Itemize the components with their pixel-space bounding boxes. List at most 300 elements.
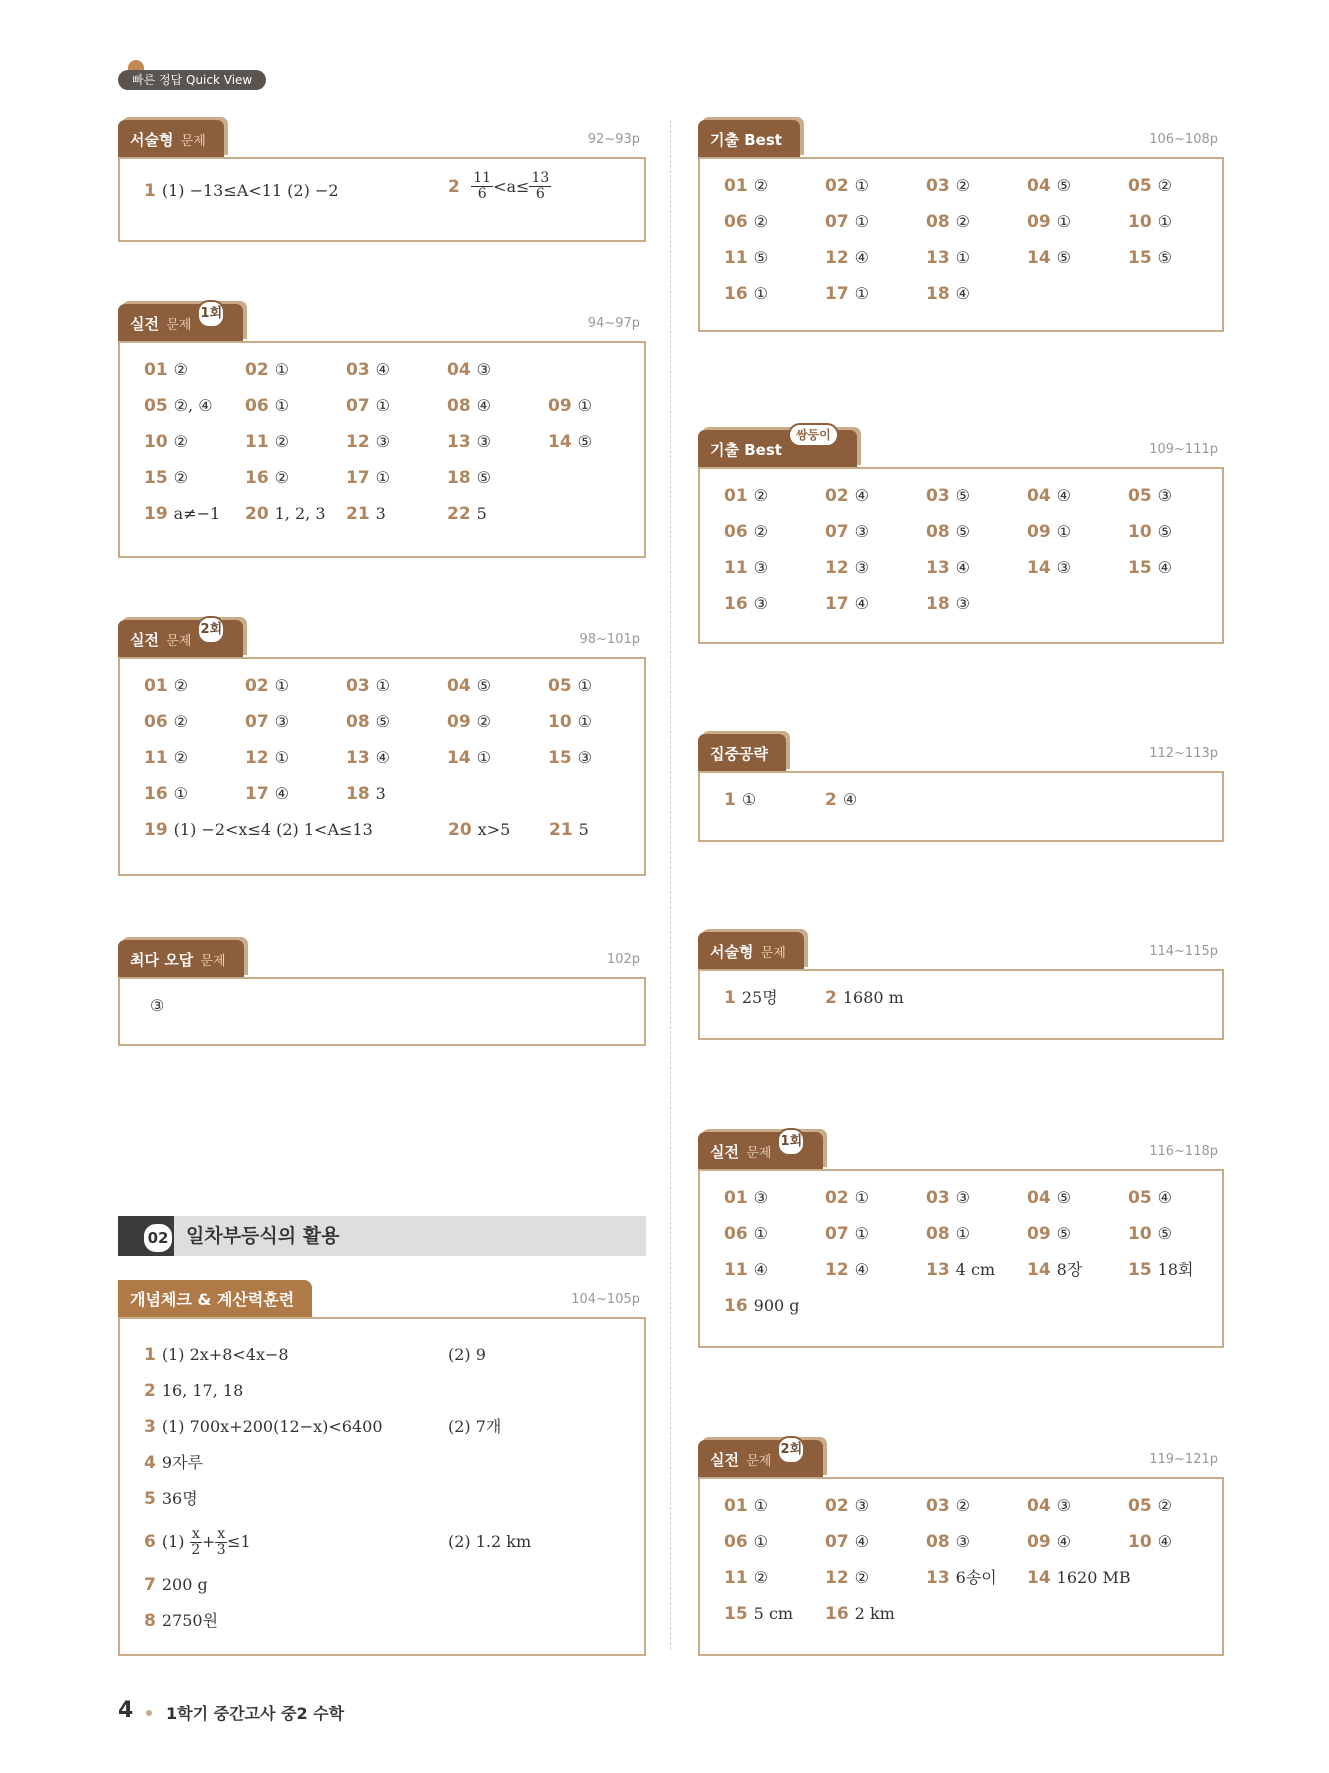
answer-value: ⑤: [955, 486, 971, 505]
fraction: $\frac{x}{3}$: [216, 1525, 226, 1558]
question-number: 15: [724, 1604, 748, 1624]
answer-box: [698, 1477, 1224, 1656]
answer-value: ①: [375, 468, 391, 487]
answer-value: ①: [577, 676, 593, 695]
question-number: 08: [346, 712, 370, 732]
question-number: 03: [926, 1188, 950, 1208]
answer-value: ⑤: [1056, 176, 1072, 195]
answer-item: [1027, 1493, 1128, 1519]
answer-item: [724, 985, 825, 1011]
answer-value: ④: [1157, 1532, 1173, 1551]
answer-value: ④: [1157, 1188, 1173, 1207]
question-number: 13: [926, 558, 950, 578]
answer-item: [724, 1529, 825, 1555]
answer-value: 8장: [1056, 1260, 1083, 1279]
question-number: 13: [926, 1260, 950, 1280]
question-number: 15: [1128, 1260, 1152, 1280]
answer-value: ①: [955, 1224, 971, 1243]
answer-value: ④: [854, 594, 870, 613]
answer-item: [1027, 245, 1128, 271]
question-number: 05: [548, 676, 572, 696]
answer-value: ④: [375, 748, 391, 767]
answer-item: [926, 555, 1027, 581]
answer-item: [825, 555, 926, 581]
question-number: 09: [447, 712, 471, 732]
answer-value: 1680 m: [842, 988, 904, 1007]
question-number: 09: [1027, 522, 1051, 542]
page-range: 106~108p: [1149, 132, 1218, 147]
answer-value: ①: [753, 284, 769, 303]
answer-item: [1128, 555, 1229, 581]
question-number: 10: [1128, 1532, 1152, 1552]
question-number: 05: [144, 396, 168, 416]
answer-value: ②: [173, 468, 189, 487]
answer-value: ②: [955, 212, 971, 231]
answer-item: [1027, 209, 1128, 235]
answer-value: 3: [375, 784, 386, 803]
answer-row: 1 (1) −13≤A<11 (2) −2: [144, 181, 339, 201]
answer-row: 8 2750원: [144, 1611, 219, 1631]
answer-value: ⑤: [1056, 248, 1072, 267]
answer-item: [548, 501, 649, 527]
answer-item: [724, 1565, 825, 1591]
question-number: 02: [825, 1188, 849, 1208]
answer-value: 25명: [741, 988, 778, 1007]
question-number: 09: [548, 396, 572, 416]
question-number: 02: [825, 1496, 849, 1516]
question-number: 10: [144, 432, 168, 452]
question-number: 2: [825, 988, 837, 1008]
section-tab: 최다 오답 문제: [118, 940, 244, 978]
answer-item: [245, 745, 346, 771]
answer-item: [926, 591, 1027, 617]
answer-value: ②: [955, 176, 971, 195]
answer-value: ①: [476, 748, 492, 767]
question-number: 10: [1128, 522, 1152, 542]
answer-value: ⑤: [1157, 248, 1173, 267]
answer-item: [1027, 1529, 1128, 1555]
answer-item: [144, 465, 245, 491]
answer-value: ④: [274, 784, 290, 803]
answer-value: 5 cm: [753, 1604, 794, 1623]
answer-value: 1620 MB: [1056, 1568, 1131, 1587]
answer-item: [724, 1257, 825, 1283]
answer-value: ①: [753, 1532, 769, 1551]
question-number: 02: [245, 360, 269, 380]
question-number: 12: [825, 558, 849, 578]
answer-item: [1027, 1185, 1128, 1211]
answer-item: [245, 465, 346, 491]
answer-item: [926, 209, 1027, 235]
answer-value: ①: [1056, 212, 1072, 231]
question-number: 18: [346, 784, 370, 804]
question-number: 07: [346, 396, 370, 416]
answer-value: ①: [274, 676, 290, 695]
question-number: 10: [548, 712, 572, 732]
answer-item: [144, 501, 245, 527]
answer-value: 18회: [1157, 1260, 1194, 1279]
answer-value: ⑤: [1157, 522, 1173, 541]
question-number: 01: [724, 176, 748, 196]
answer-item: [1128, 483, 1229, 509]
answer-item: [1128, 1257, 1229, 1283]
answer-item: [825, 173, 926, 199]
answer-item: [926, 245, 1027, 271]
section-concept: [118, 1280, 646, 1656]
answer-item: [144, 429, 245, 455]
answer-item: [144, 709, 245, 735]
answer-item: [548, 429, 649, 455]
answer-item: [1128, 1565, 1229, 1591]
question-number: 14: [1027, 1568, 1051, 1588]
answer-box: [118, 1317, 646, 1656]
answer-item: [724, 483, 825, 509]
page-range: 116~118p: [1149, 1144, 1218, 1159]
answer-box: [698, 1169, 1224, 1348]
question-number: 03: [926, 486, 950, 506]
answer-item: [548, 709, 649, 735]
question-number: 15: [1128, 558, 1152, 578]
question-number: 17: [825, 284, 849, 304]
question-number: 12: [346, 432, 370, 452]
column-divider: [670, 120, 671, 1650]
page-range: 102p: [606, 952, 640, 967]
question-number: 13: [926, 1568, 950, 1588]
answer-row: 7 200 g: [144, 1575, 208, 1595]
section-R2: [698, 430, 1224, 644]
question-number: 10: [1128, 212, 1152, 232]
answer-value: ③: [1056, 1496, 1072, 1515]
answer-item: [346, 673, 447, 699]
answer-value: 900 g: [753, 1296, 800, 1315]
section-tab: 기출 Best: [698, 120, 800, 158]
answer-item: [1027, 1221, 1128, 1247]
answer-item: [926, 1565, 1027, 1591]
section-tab: 서술형 문제: [698, 932, 804, 970]
answer-row: 5 36명: [144, 1489, 198, 1509]
answer-value: ③: [955, 594, 971, 613]
section-tab: 기출 Best쌍둥이: [698, 430, 857, 468]
question-number: 16: [724, 284, 748, 304]
answer-value: ⑤: [955, 522, 971, 541]
answer-item: [825, 1601, 926, 1627]
question-number: 04: [1027, 1496, 1051, 1516]
answer-value: ②: [274, 432, 290, 451]
answer-value: ①: [955, 248, 971, 267]
question-number: 01: [144, 360, 168, 380]
answer-row: 4 9자루: [144, 1453, 203, 1473]
answer-item: [926, 519, 1027, 545]
section-R5: [698, 1132, 1224, 1348]
question-number: 16: [144, 784, 168, 804]
answer-item: [724, 1601, 825, 1627]
page-range: 114~115p: [1149, 944, 1218, 959]
answer-box: [118, 341, 646, 558]
answer-item: [926, 173, 1027, 199]
question-number: 06: [724, 1224, 748, 1244]
answer-value: ①: [274, 748, 290, 767]
question-number: 07: [825, 212, 849, 232]
answer-item: [724, 245, 825, 271]
answer-item: [825, 483, 926, 509]
answer-item: [1027, 483, 1128, 509]
question-number: 05: [1128, 486, 1152, 506]
question-number: 20: [245, 504, 269, 524]
unit-number: 02: [142, 1222, 174, 1254]
answer-value: ④: [854, 1260, 870, 1279]
answer-value: 6송이: [955, 1568, 997, 1587]
answer-item: [825, 1257, 926, 1283]
answer-item: [447, 709, 548, 735]
answer-box: [118, 657, 646, 876]
answer-value: ⑤: [753, 248, 769, 267]
answer-row: 3 (1) 700x+200(12−x)<6400 (2) 7개: [144, 1417, 502, 1437]
answer-item: [346, 465, 447, 491]
answer-item: [1128, 1221, 1229, 1247]
fraction: $\frac{x}{2}$: [191, 1525, 201, 1558]
question-number: 09: [1027, 1532, 1051, 1552]
answer-value: ③: [753, 558, 769, 577]
page-range: 119~121p: [1149, 1452, 1218, 1467]
fraction: $\frac{11}{6}$: [473, 170, 492, 202]
question-number: 04: [447, 676, 471, 696]
question-number: 15: [144, 468, 168, 488]
answer-item: [548, 781, 649, 807]
question-number: 12: [825, 1260, 849, 1280]
answer-value: ①: [375, 396, 391, 415]
answer-value: ③: [854, 1496, 870, 1515]
answer-value: ②: [753, 212, 769, 231]
question-number: 12: [825, 248, 849, 268]
section-R3: [698, 734, 1224, 842]
answer-value: ③: [1056, 558, 1072, 577]
question-number: 13: [346, 748, 370, 768]
answer-item: [724, 1185, 825, 1211]
answer-value: ③: [753, 594, 769, 613]
answer-value: ①: [577, 396, 593, 415]
section-tab: 집중공략: [698, 734, 786, 772]
question-number: 11: [724, 1568, 748, 1588]
answer-row: 6 (1) $\frac{x}{2}$ + $\frac{x}{3}$ ≤1 (2) 1.2 km: [144, 1525, 532, 1558]
answer-value: ④: [753, 1260, 769, 1279]
answer-value: ④: [842, 790, 858, 809]
answer-value: ⑤: [375, 712, 391, 731]
answer-value: ④: [955, 284, 971, 303]
answer-box: [698, 969, 1224, 1040]
answer-item: [724, 1493, 825, 1519]
answer-item: [1128, 209, 1229, 235]
section-R1: [698, 120, 1224, 332]
question-number: 17: [245, 784, 269, 804]
question-number: 19: [144, 504, 168, 524]
question-number: 11: [724, 558, 748, 578]
section-L1: [118, 120, 646, 242]
question-number: 08: [926, 1224, 950, 1244]
answer-value: ①: [577, 712, 593, 731]
section-tab: 실전 문제1회: [698, 1132, 823, 1170]
question-number: 22: [447, 504, 471, 524]
question-number: 07: [825, 1532, 849, 1552]
section-L2: [118, 304, 646, 558]
question-number: 04: [1027, 1188, 1051, 1208]
question-number: 04: [1027, 486, 1051, 506]
question-number: 10: [1128, 1224, 1152, 1244]
question-number: 11: [245, 432, 269, 452]
section-L3: [118, 620, 646, 876]
answer-item: [346, 429, 447, 455]
answer-value: ④: [1056, 1532, 1072, 1551]
answer-item: [825, 1565, 926, 1591]
question-number: 09: [1027, 212, 1051, 232]
question-number: 13: [447, 432, 471, 452]
question-number: 16: [724, 594, 748, 614]
answer-item: [447, 393, 548, 419]
answer-item: [825, 1529, 926, 1555]
answer-value: ③: [955, 1532, 971, 1551]
answer-value: ②, ④: [173, 396, 213, 415]
section-tab: 개념체크 & 계산력훈련: [118, 1280, 312, 1318]
answer-item: [447, 357, 548, 383]
answer-item: [724, 555, 825, 581]
answer-item: [1027, 555, 1128, 581]
quick-view-label: 빠른 정답 Quick View: [118, 70, 266, 90]
answer-value: ③: [1157, 486, 1173, 505]
answer-item: [825, 209, 926, 235]
answer-row: 1 (1) 2x+8<4x−8 (2) 9: [144, 1345, 486, 1365]
question-number: 14: [1027, 248, 1051, 268]
question-number: 1: [724, 790, 736, 810]
page-range: 104~105p: [571, 1292, 640, 1307]
answer-value: ④: [1056, 486, 1072, 505]
page-range: 98~101p: [579, 632, 640, 647]
section-L4: [118, 940, 646, 1046]
question-number: 07: [245, 712, 269, 732]
answer-item: [144, 993, 245, 1019]
question-number: 14: [1027, 558, 1051, 578]
question-number: 01: [724, 1496, 748, 1516]
question-number: 08: [926, 1532, 950, 1552]
answer-item: [926, 1185, 1027, 1211]
question-number: 06: [724, 1532, 748, 1552]
answer-item: [447, 465, 548, 491]
page-range: 112~113p: [1149, 746, 1218, 761]
answer-value: ④: [955, 558, 971, 577]
question-number: 16: [724, 1296, 748, 1316]
answer-box: [698, 157, 1224, 332]
question-number: 11: [724, 1260, 748, 1280]
answer-value: ②: [1157, 1496, 1173, 1515]
answer-value: 1, 2, 3: [274, 504, 326, 523]
answer-value: ②: [854, 1568, 870, 1587]
concept-list: [144, 1337, 634, 1639]
answer-item: [1128, 173, 1229, 199]
question-number: 14: [1027, 1260, 1051, 1280]
question-number: 05: [1128, 1188, 1152, 1208]
question-number: 01: [724, 1188, 748, 1208]
question-number: 04: [447, 360, 471, 380]
answer-item: [724, 591, 825, 617]
answer-row: 2 16, 17, 18: [144, 1381, 244, 1401]
answer-item: [346, 781, 447, 807]
answer-item: [447, 745, 548, 771]
section-R4: [698, 932, 1224, 1040]
section-R6: [698, 1440, 1224, 1656]
answer-value: ②: [274, 468, 290, 487]
answer-value: ①: [741, 790, 757, 809]
answer-item: [825, 985, 926, 1011]
answer-value: ①: [173, 784, 189, 803]
answer-box: [698, 467, 1224, 644]
answer-value: ④: [375, 360, 391, 379]
question-number: 13: [926, 248, 950, 268]
answer-value: ④: [476, 396, 492, 415]
question-number: 06: [245, 396, 269, 416]
answer-value: ②: [753, 522, 769, 541]
answer-value: ③: [955, 1188, 971, 1207]
answer-item: [1128, 245, 1229, 271]
answer-item: [825, 591, 926, 617]
answer-value: ④: [854, 486, 870, 505]
answer-item: [245, 393, 346, 419]
answer-item: [825, 281, 926, 307]
answer-value: ⑤: [476, 468, 492, 487]
question-number: 15: [1128, 248, 1152, 268]
answer-item: [346, 501, 447, 527]
answer-item: [926, 281, 1027, 307]
answer-item: [1128, 519, 1229, 545]
answer-box: [118, 977, 646, 1046]
answer-value: 4 cm: [955, 1260, 996, 1279]
unit-header: [118, 1216, 646, 1256]
answer-item: [245, 709, 346, 735]
answer-value: ③: [577, 748, 593, 767]
fraction: $\frac{13}{6}$: [531, 170, 550, 202]
answer-box: [698, 771, 1224, 842]
answer-value: ⑤: [577, 432, 593, 451]
answer-item: [926, 1529, 1027, 1555]
section-tab: 실전 문제2회: [698, 1440, 823, 1478]
answer-item: [1128, 1185, 1229, 1211]
answer-item: [1128, 1529, 1229, 1555]
answer-value: 5: [476, 504, 487, 523]
answer-value: ①: [1157, 212, 1173, 231]
section-tab: 서술형 문제: [118, 120, 224, 158]
answer-value: ②: [1157, 176, 1173, 195]
question-number: 12: [245, 748, 269, 768]
question-number: 06: [724, 522, 748, 542]
footer-bullet: [146, 1710, 152, 1716]
question-number: 09: [1027, 1224, 1051, 1244]
question-number: 12: [825, 1568, 849, 1588]
answer-item: [548, 745, 649, 771]
answer-value: ③: [753, 1188, 769, 1207]
question-number: 17: [825, 594, 849, 614]
answer-value: ②: [173, 676, 189, 695]
question-number: 03: [926, 1496, 950, 1516]
answer-row: 19 (1) −2<x≤4 (2) 1<A≤13 20 x>5 21 5: [144, 820, 589, 840]
answer-value: ③: [476, 360, 492, 379]
answer-value: 2 km: [854, 1604, 895, 1623]
answer-item: [825, 519, 926, 545]
answer-value: ③: [375, 432, 391, 451]
question-number: 02: [825, 176, 849, 196]
question-number: 18: [926, 594, 950, 614]
answer-item: [724, 281, 825, 307]
answer-item: [245, 429, 346, 455]
question-number: 06: [724, 212, 748, 232]
answer-value: ③: [150, 996, 165, 1015]
page-range: 109~111p: [1149, 442, 1218, 457]
